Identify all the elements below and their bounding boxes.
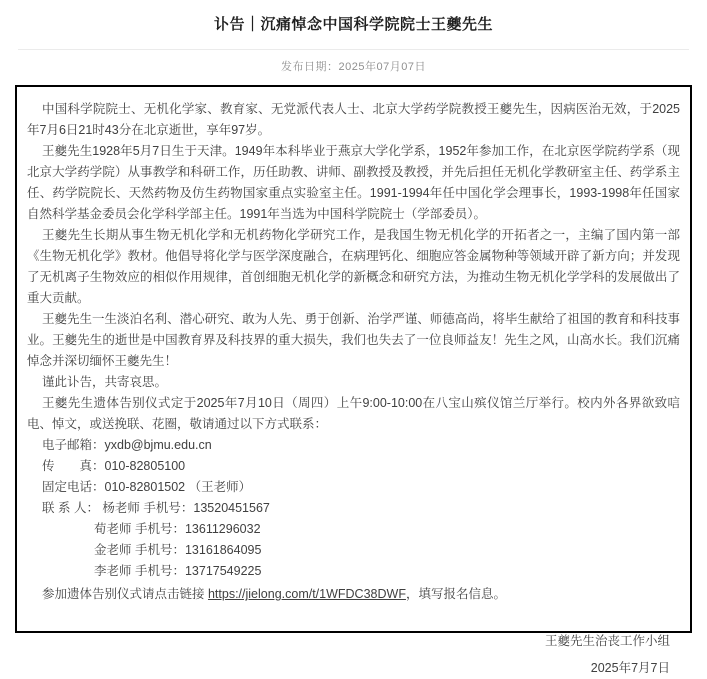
signature-date: 2025年7月7日 (590, 661, 670, 675)
publish-date: 发布日期：2025年07月07日 (281, 61, 426, 73)
paragraph-condolence: 谨此讣告，共寄哀思。 (42, 375, 168, 389)
contact-fax: 传 真：010-82805100 (42, 459, 186, 473)
contact-phone: 固定电话：010-82801502 （王老师） (42, 480, 252, 494)
signature-group: 王夔先生治丧工作小组 (544, 634, 670, 648)
contact-person-li: 李老师 手机号：13717549225 (94, 564, 262, 578)
paragraph-ceremony-info: 王夔先生遗体告别仪式定于2025年7月10日（周四）上午9:00-10:00在八宝山殡仪馆兰厅举行。校内外各界欲致唁电、悼文，或送挽联、花圈，敬请通过以下方式联系： (27, 396, 680, 431)
contact-person-yang: 联 系 人： 杨老师 手机号：13520451567 (42, 501, 270, 515)
notice-box (15, 85, 692, 675)
page-title: 讣告｜沉痛悼念中国科学院院士王夔先生 (213, 16, 493, 33)
signup-line-suffix: ，填写报名信息。 (405, 587, 506, 601)
paragraph-intro: 中国科学院院士、无机化学家、教育家、无党派代表人士、北京大学药学院教授王夔先生，因病医治无效，于2025年7月6日21时43分在北京逝世，享年97岁。 (27, 102, 680, 137)
title-divider (18, 49, 689, 50)
paragraph-achievements: 王夔先生长期从事生物无机化学和无机药物化学研究工作，是我国生物无机化学的开拓者之一，主编了国内第一部《生物无机化学》教材。他倡导将化学与医学深度融合，在病理钙化、细胞应答金属物种等领域开辟了新方向；并发现了无机离子生物效应的相似作用规律，首创细胞无机化学的新概念和研究方法，为推动生物无机化学学科的发展做出了重大贡献。 (27, 228, 680, 305)
paragraph-tribute: 王夔先生一生淡泊名利、潜心研究、敢为人先、勇于创新、治学严谨、师德高尚，将毕生献给了祖国的教育和科技事业。王夔先生的逝世是中国教育界及科技界的重大损失，我们也失去了一位良师益友！先生之风，山高水长。我们沉痛悼念并深切缅怀王夔先生！ (27, 312, 680, 368)
contact-email: 电子邮箱：yxdb@bjmu.edu.cn (42, 438, 212, 452)
contact-person-xun: 荀老师 手机号：13611296032 (94, 522, 261, 536)
signup-line (27, 584, 680, 605)
contact-person-jin: 金老师 手机号：13161864095 (94, 543, 262, 557)
signup-link[interactable]: https://jielong.com/t/1WFDC38DWF (207, 587, 406, 601)
paragraph-biography: 王夔先生1928年5月7日生于天津。1949年本科毕业于燕京大学化学系，1952年参加工作，在北京医学院药学系（现北京大学药学院）从事教学和科研工作，历任助教、讲师、副教授及教授，并先后担任无机化学教研室主任、药学系主任、药学院院长、天然药物及仿生药物国家重点实验室主任。1991-1994年任中国化学会理事长，1993-1998年任国家自然科学基金委员会化学科学部主任。1991年当选为中国科学院院士（学部委员）。 (27, 144, 680, 221)
signature-block (27, 631, 680, 679)
signup-line-prefix: 参加遗体告别仪式请点击链接 (42, 587, 208, 601)
